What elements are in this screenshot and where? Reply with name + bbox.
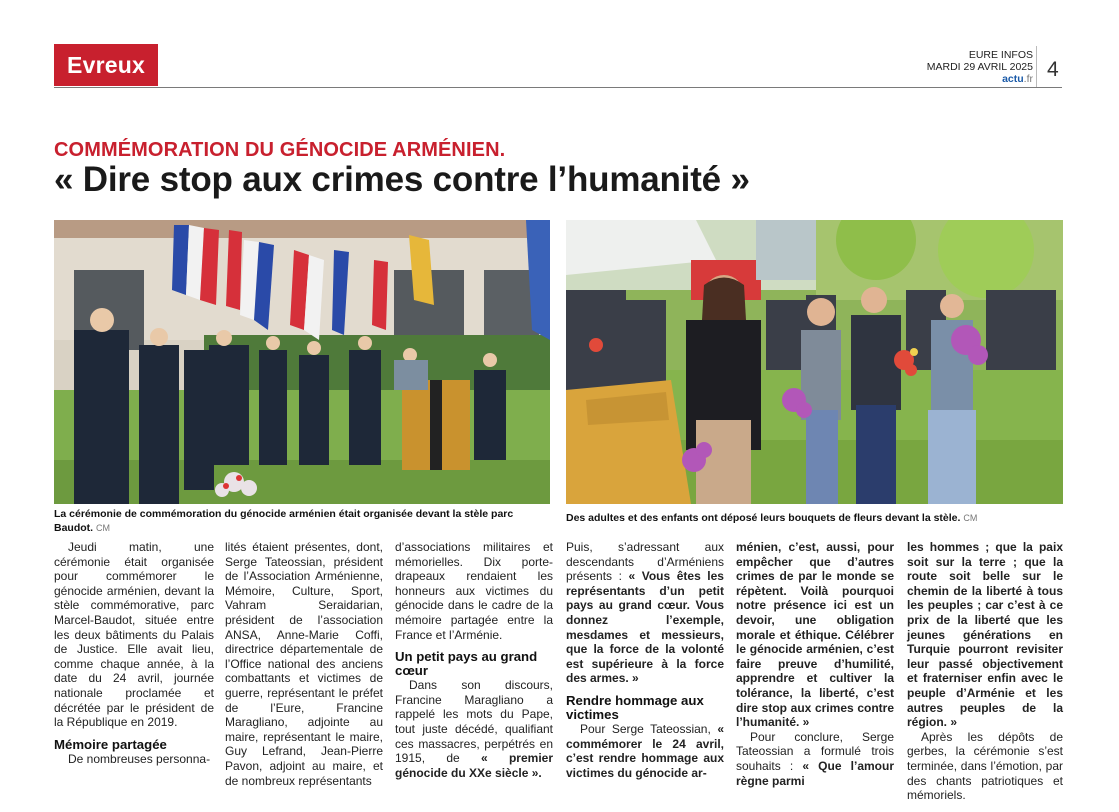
quote-text: « Que l’amour règne parmi xyxy=(736,758,894,788)
caption-text: La cérémonie de commémoration du génocide arménien était organisée devant la stèle parc Baudot. xyxy=(54,508,514,534)
quote-paragraph: les hommes ; que la paix soit sur la terre ; que la route soit belle sur le chemin de la liberté à tous les peuples ; car c’est à ce prix de la liberté que les jeunes générations en Turquie pourront revisiter leur passé objectivement et fraterniser enfin avec le peuple d’Arménie et les autres peuples de la région. » xyxy=(907,540,1063,730)
paragraph-text: Dans son discours, Francine Maragliano a rappelé les mots du Pape, tout juste décédé, qualifiant ces massacres, perpétrés en 1915, de xyxy=(395,678,553,766)
quote-text: « premier génocide du XXe siècle ». xyxy=(395,751,553,780)
body-paragraph: De nombreuses personna- xyxy=(68,751,211,766)
body-paragraph xyxy=(395,678,553,780)
photo-credit: CM xyxy=(963,513,978,523)
body-paragraph: Jeudi matin, une cérémonie était organisée pour commémorer le génocide arménien, devant la stèle commémorative, parc Marcel-Baudot, située entre les deux bâtiments du Palais de Justice. Elle avait lieu, comme chaque année, à la date du 24 avril, journée nationale proclamée et décrétée par le président de la République en 2019. xyxy=(54,540,214,730)
ceremony-photo xyxy=(54,220,550,504)
quote-text: « Vous êtes les représentants d’un petit pays au grand cœur. Vous donnez l’exemple, mesdames et messieurs, que la force de la volonté est supérieure à la force des armes. » xyxy=(566,569,724,686)
article-headline: « Dire stop aux crimes contre l’humanité » xyxy=(54,160,750,199)
flowers-photo xyxy=(566,220,1063,504)
section-tag: Evreux xyxy=(54,44,158,86)
paragraph-text: Pour conclure, Serge Tateossian a formulé trois souhaits : xyxy=(736,729,894,773)
body-paragraph: d’associations militaires et mémorielles. Dix porte-drapeaux rendaient les honneurs aux victimes du génocide dans le cadre de la mémoire partagée entre la France et l’Arménie. xyxy=(395,540,553,642)
photo-caption xyxy=(566,511,1063,525)
quote-text: « commémorer le 24 avril, c’est rendre hommage aux victimes du génocide ar- xyxy=(566,721,724,780)
body-paragraph: Après les dépôts de gerbes, la cérémonie s’est terminée, dans l’émotion, par des chants patriotiques et mémoriels. xyxy=(907,729,1063,803)
paragraph-text: Pour Serge Tateossian, xyxy=(580,721,711,736)
site-name: actu xyxy=(1002,73,1024,85)
subheading: Mémoire partagée xyxy=(54,736,167,752)
body-column xyxy=(395,540,553,780)
article-kicker: COMMÉMORATION DU GÉNOCIDE ARMÉNIEN. xyxy=(54,139,506,161)
body-paragraph xyxy=(736,730,894,788)
photo-caption xyxy=(54,507,550,535)
site-link[interactable] xyxy=(927,73,1033,85)
subheading: Un petit pays au grand cœur xyxy=(395,649,538,679)
body-column xyxy=(907,540,1063,803)
caption-text: Des adultes et des enfants ont déposé leurs bouquets de fleurs devant la stèle. xyxy=(566,512,961,524)
body-paragraph xyxy=(566,540,724,686)
body-column xyxy=(54,540,214,766)
publication-name: EURE INFOS xyxy=(968,49,1033,61)
body-paragraph xyxy=(566,722,724,780)
masthead xyxy=(927,49,1033,85)
subheading: Rendre hommage aux victimes xyxy=(566,692,704,722)
issue-date: MARDI 29 AVRIL 2025 xyxy=(926,61,1033,73)
site-tld: .fr xyxy=(1023,73,1033,85)
body-column xyxy=(736,540,894,788)
body-paragraph: lités étaient présentes, dont, Serge Tateossian, président de l’Association Arménienne, Mémoire, Culture, Sport, Vahram Seraidarian, président de l’association ANSA, Anne-Marie Coffi, directrice départementale de l’Office national des anciens combattants et victimes de guerre, représentant le préfet de l’Eure, Francine Maragliano, adjointe au maire, représentant le maire, Guy Lefrand, Jean-Pierre Pavon, adjoint au maire, et de nombreux représentants xyxy=(225,540,383,788)
body-column xyxy=(566,540,724,780)
page-number: 4 xyxy=(1047,58,1059,81)
header-rule xyxy=(54,87,1062,88)
masthead-divider xyxy=(1036,46,1037,88)
body-column xyxy=(225,540,383,788)
quote-paragraph: ménien, c’est, aussi, pour empêcher que d’autres crimes de par le monde se répètent. Voilà pourquoi notre présence ici est un devoir, une obligation morale et éthique. Célébrer le génocide arménien, c’est faire preuve d’humilité, apprendre et cultiver la tolérance, la liberté, c’est dire stop aux crimes contre l’humanité. » xyxy=(736,540,894,730)
photo-credit: CM xyxy=(96,523,110,533)
paragraph-text: Puis, s’adressant aux descendants d’Arméniens présents : xyxy=(566,540,724,584)
